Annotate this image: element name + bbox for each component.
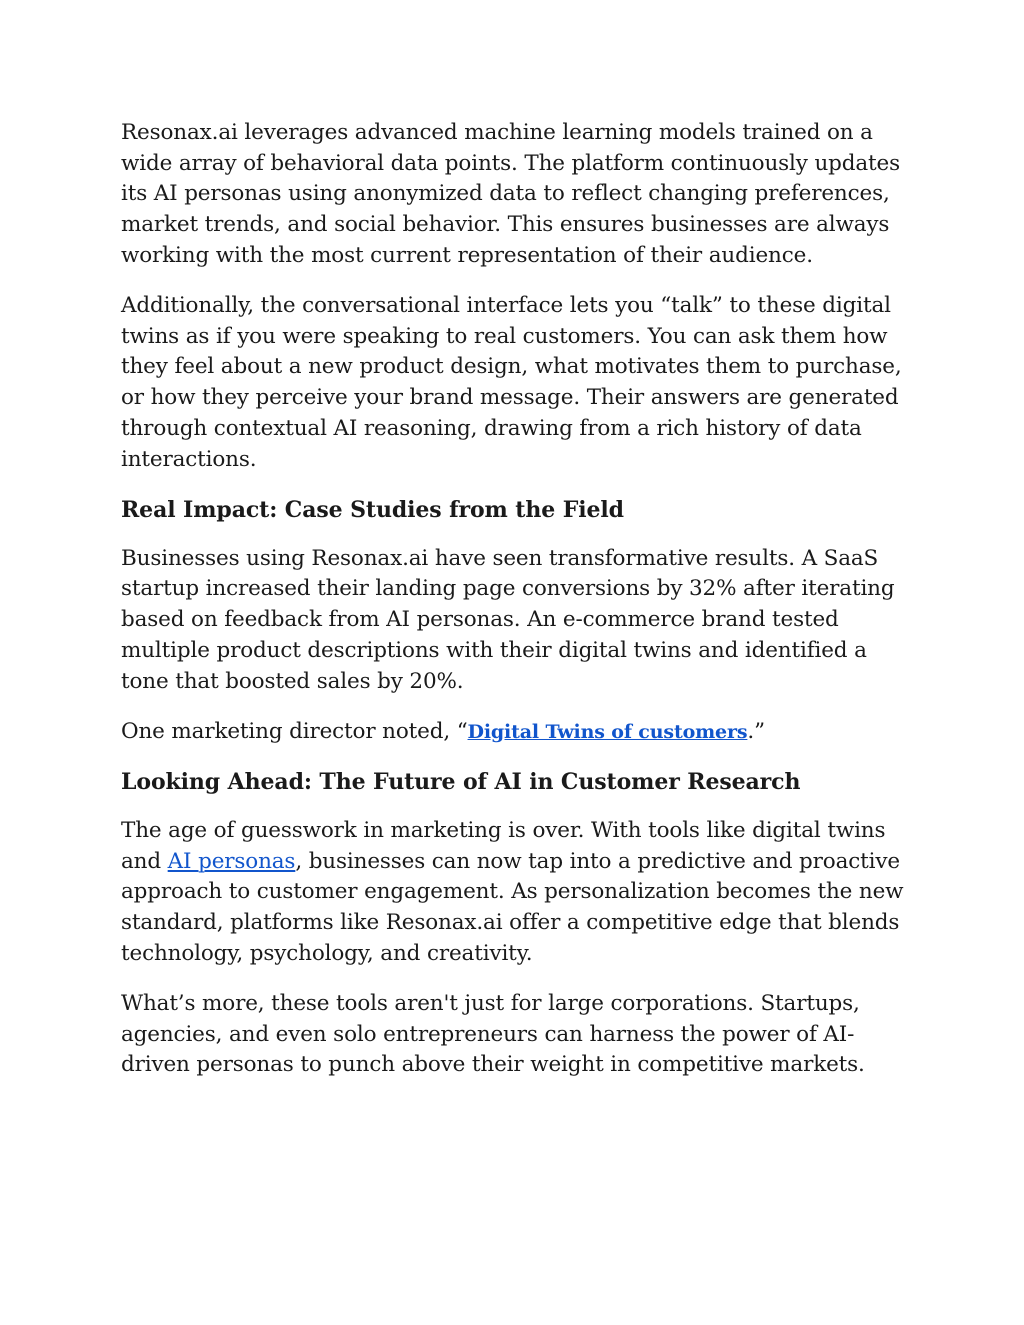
paragraph-conversational-interface: Additionally, the conversational interface lets you “talk” to these digital twins as if you were speaking to real customers. You can ask them how they feel about a new product design, what motivates them to purchase, or how they perceive your brand message. Their answers are generated through contextual AI reasoning, drawing from a rich history of data interactions. (121, 293, 902, 472)
heading-looking-ahead: Looking Ahead: The Future of AI in Customer Research (121, 768, 801, 795)
quote-end-text: .” (747, 718, 765, 744)
quote-lead-text: One marketing director noted, “ (121, 718, 468, 744)
paragraph-future (121, 816, 911, 970)
future-lead-text: The age of guesswork in marketing is over. With tools like digital twins and (121, 817, 886, 874)
digital-twins-link[interactable]: Digital Twins of customers (467, 720, 748, 743)
paragraph-startups: What’s more, these tools aren't just for large corporations. Startups, agencies, and even solo entrepreneurs can harness the power of AI-driven personas to punch above their weight in competitive markets. (121, 990, 865, 1078)
paragraph-case-studies: Businesses using Resonax.ai have seen transformative results. A SaaS startup increased their landing page conversions by 32% after iterating based on feedback from AI personas. An e-commerce brand tested multiple product descriptions with their digital twins and identified a tone that boosted sales by 20%. (121, 545, 895, 694)
future-rest-text: , businesses can now tap into a predictive and proactive approach to customer engagement. As personalization becomes the new standard, platforms like Resonax.ai offer a competitive edge that blends technology, psychology, and creativity. (121, 848, 904, 966)
ai-personas-link[interactable]: AI personas (167, 848, 296, 874)
document-body (121, 118, 911, 1101)
paragraph-director-quote (121, 717, 911, 748)
paragraph-platform-models: Resonax.ai leverages advanced machine learning models trained on a wide array of behavioral data points. The platform continuously updates its AI personas using anonymized data to reflect changing preferences, market trends, and social behavior. This ensures businesses are always working with the most current representation of their audience. (121, 120, 900, 268)
heading-real-impact: Real Impact: Case Studies from the Field (121, 496, 624, 523)
